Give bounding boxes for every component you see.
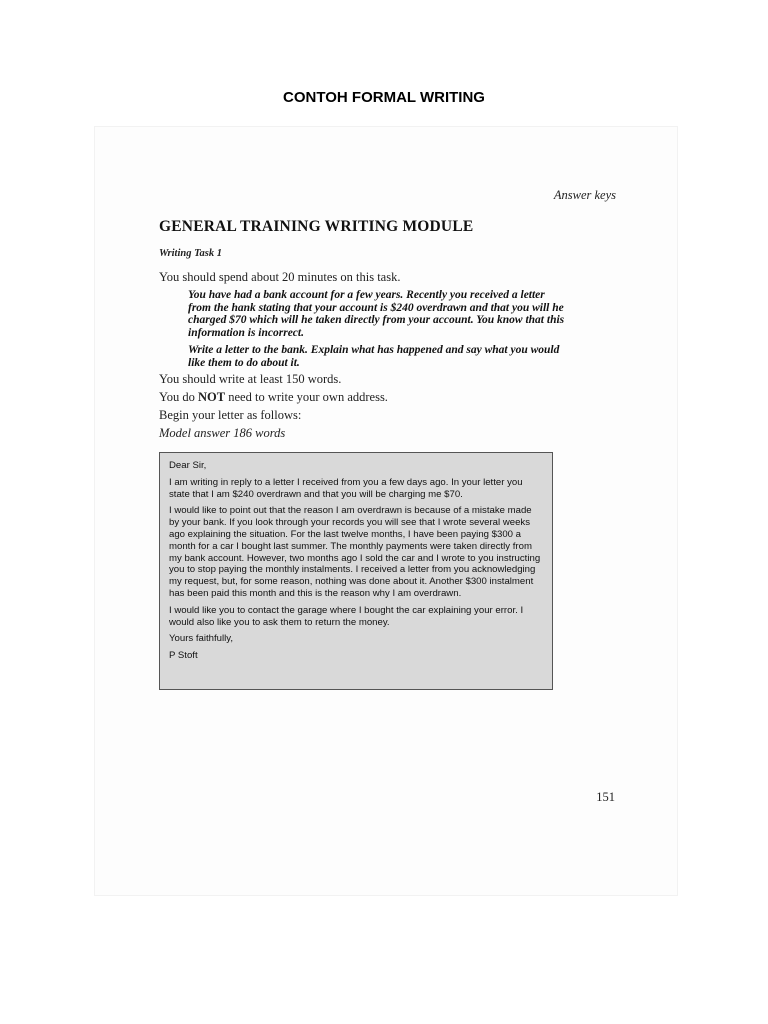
word-count-instruction: You should write at least 150 words. [159,372,342,386]
letter-signature: P Stoft [169,650,198,662]
task-label: Writing Task 1 [159,248,223,259]
address-instruction [159,390,388,405]
letter-paragraph: I am writing in reply to a letter I received from you a few days ago. In your letter you state that I am $240 overdrawn and that you will be charging me $70. [169,476,523,500]
address-instruction-end: need to write your own address. [225,390,388,404]
begin-instruction: Begin your letter as follows: [159,408,302,422]
document-title: CONTOH FORMAL WRITING [283,89,485,106]
address-instruction-emphasis: NOT [198,390,226,404]
address-instruction-start: You do [159,390,199,404]
module-title: GENERAL TRAINING WRITING MODULE [159,218,474,235]
letter-closing: Yours faithfully, [169,633,233,645]
letter-salutation: Dear Sir, [169,460,207,471]
model-answer-label: Model answer 186 words [159,426,286,440]
answer-keys-header: Answer keys [553,188,616,202]
time-instruction: You should spend about 20 minutes on this task. [159,270,401,284]
task-prompt-instruction: Write a letter to the bank. Explain what has happened and say what you would like them to do about it. [188,344,560,369]
model-letter-box [159,452,553,690]
task-prompt-paragraph: You have had a bank account for a few years. Recently you received a letter from the hank stating that your account is $240 overdrawn and that you will he charged $70 which will he taken directly from your account. You know that this information is incorrect. [188,289,565,339]
letter-paragraph: I would like you to contact the garage where I bought the car explaining your error. I would also like you to ask them to return the money. [169,604,524,628]
page-number: 151 [596,790,615,804]
letter-paragraph: I would like to point out that the reason I am overdrawn is because of a mistake made by your bank. If you look through your records you will see that I wrote several weeks ago explaining the situation. For the last twelve months, I have been paying $300 a month for a car I bought last summer. The monthly payments were taken directly from my bank account. However, two months ago I sold the car and I wrote to you instructing you to stop paying the monthly instalments. I received a letter from you acknowledging my request, but, for some reason, nothing was done about it. Another $300 instalment has been paid this month and this is the reason why I am overdrawn. [169,505,541,599]
